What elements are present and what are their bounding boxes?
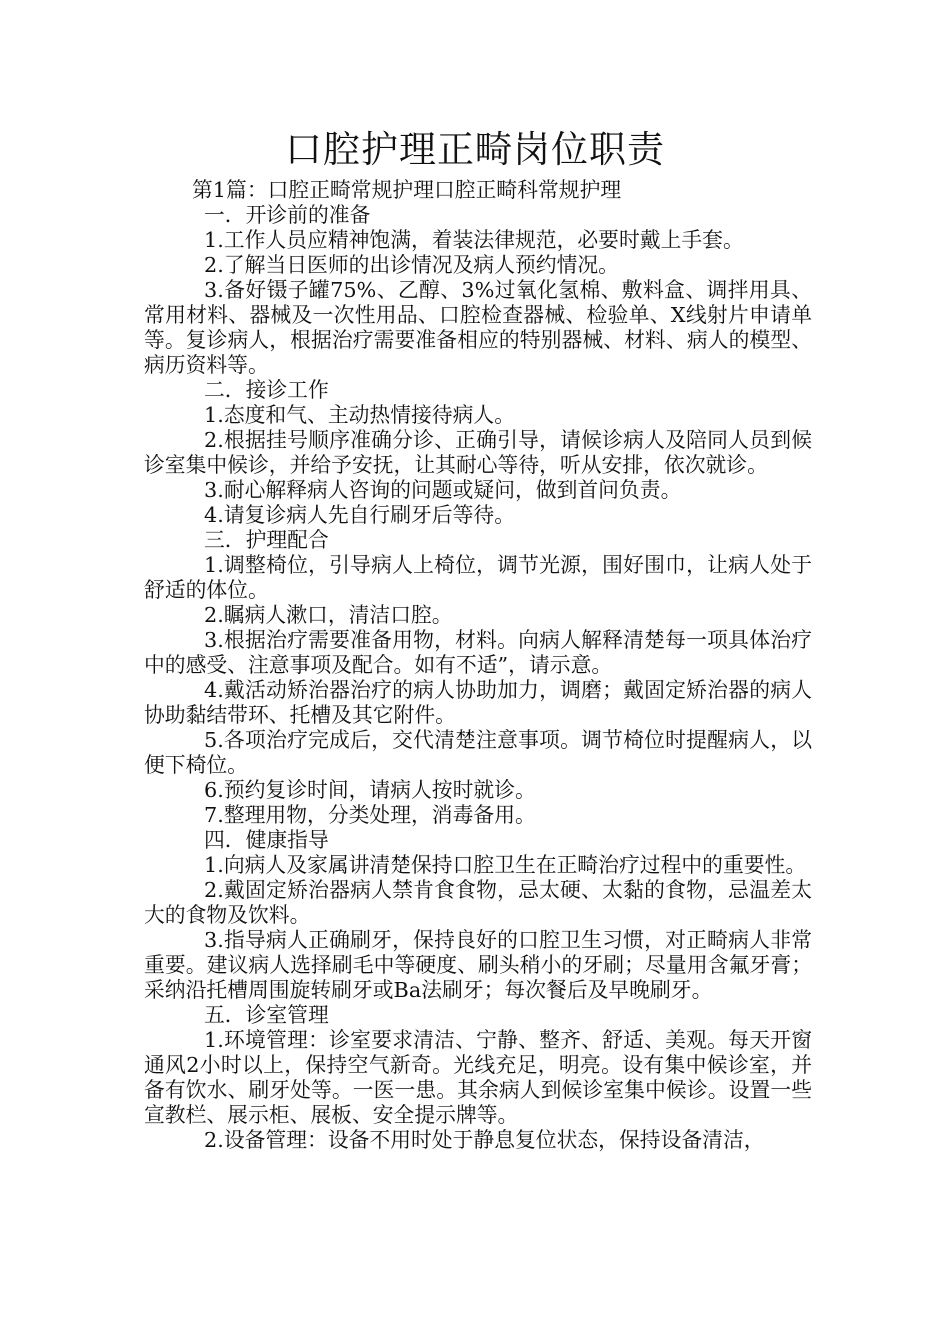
paragraph: 2.瞩病人漱口，清洁口腔。 (204, 603, 453, 627)
paragraph: 5.各项治疗完成后，交代清楚注意事项。调节椅位时提醒病人，以便下椅位。 (144, 728, 812, 777)
paragraph: 1.调整椅位，引导病人上椅位，调节光源，围好围巾，让病人处于舒适的体位。 (144, 553, 812, 602)
paragraph: 7.整理用物，分类处理，消毒备用。 (204, 803, 536, 827)
paragraph: 2.戴固定矫治器病人禁肯食食物，忌太硬、太黏的食物，忌温差太大的食物及饮料。 (144, 878, 812, 927)
paragraph: 6.预约复诊时间，请病人按时就诊。 (204, 778, 536, 802)
paragraph: 2.设备管理：设备不用时处于静息复位状态，保持设备清洁， (204, 1128, 765, 1152)
section-heading: 四．健康指导 (204, 828, 329, 852)
section-heading: 三．护理配合 (204, 528, 329, 552)
section-heading: 二．接诊工作 (204, 378, 329, 402)
paragraph: 2.了解当日医师的出诊情况及病人预约情况。 (204, 253, 619, 277)
subtitle: 第1篇：口腔正畸常规护理口腔正畸科常规护理 (192, 178, 622, 202)
paragraph: 4.请复诊病人先自行刷牙后等待。 (204, 503, 515, 527)
paragraph: 3.指导病人正确刷牙，保持良好的口腔卫生习惯，对正畸病人非常重要。建议病人选择刷毛中等硬度、刷头稍小的牙刷；尽量用含氟牙膏；采纳沿托槽周围旋转刷牙或Ba法刷牙；每次餐后及早晚刷牙。 (144, 928, 812, 1002)
paragraph: 4.戴活动矫治器治疗的病人协助加力，调磨；戴固定矫治器的病人协助黏结带环、托槽及其它附件。 (144, 678, 812, 727)
paragraph: 2.根据挂号顺序准确分诊、正确引导，请候诊病人及陪同人员到候诊室集中候诊，并给予安抚，让其耐心等待，听从安排，依次就诊。 (144, 428, 812, 477)
document-body (144, 178, 812, 1153)
paragraph: 3.根据治疗需要准备用物，材料。向病人解释清楚每一项具体治疗中的感受、注意事项及配合。如有不适”，请示意。 (144, 628, 812, 677)
paragraph: 1.工作人员应精神饱满，着装法律规范，必要时戴上手套。 (204, 228, 744, 252)
document-title: 口腔护理正畸岗位职责 (285, 128, 665, 171)
paragraph: 3.备好镊子罐75%、乙醇、3%过氧化氢棉、敷料盒、调拌用具、常用材料、器械及一次性用品、口腔检查器械、检验单、X线射片申请单等。复诊病人，根据治疗需要准备相应的特别器械、材料、病人的模型、病历资料等。 (144, 278, 812, 377)
paragraph: 1.环境管理：诊室要求清洁、宁静、整齐、舒适、美观。每天开窗通风2小时以上，保持空气新奇。光线充足，明亮。设有集中候诊室，并备有饮水、刷牙处等。一医一患。其余病人到候诊室集中候诊。设置一些宣教栏、展示柜、展板、安全提示牌等。 (144, 1028, 812, 1127)
section-heading: 一．开诊前的准备 (204, 203, 371, 227)
section-heading: 五．诊室管理 (204, 1003, 329, 1027)
paragraph: 3.耐心解释病人咨询的问题或疑问，做到首问负责。 (204, 478, 682, 502)
paragraph: 1.向病人及家属讲清楚保持口腔卫生在正畸治疗过程中的重要性。 (204, 853, 807, 877)
paragraph: 1.态度和气、主动热情接待病人。 (204, 403, 515, 427)
